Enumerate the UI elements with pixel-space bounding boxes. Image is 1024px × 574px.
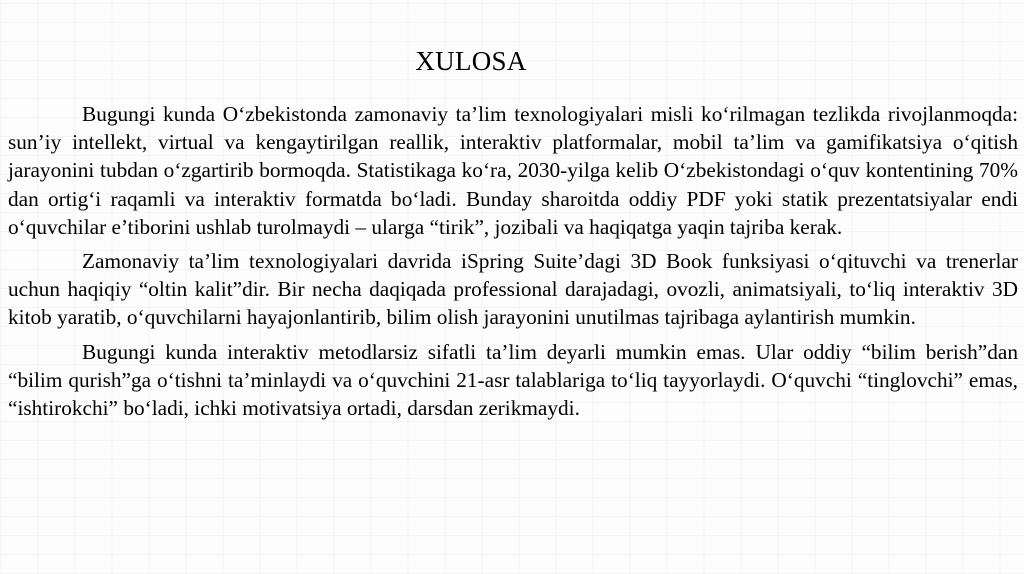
document-body <box>8 100 1018 422</box>
page-title: XULOSA <box>415 46 527 76</box>
paragraph-1: Bugungi kunda O‘zbekistonda zamonaviy ta’lim texnologiyalari misli ko‘rilmagan tezlikda rivojlanmoqda: sun’iy intellekt, virtual va kengaytirilgan reallik, interaktiv platformalar, mobil ta’lim va gamifikatsiya o‘qitish jarayonini tubdan o‘zgartirib bormoqda. Statistikaga ko‘ra, 2030-yilga kelib O‘zbekistondagi o‘quv kontentining 70% dan ortig‘i raqamli va interaktiv formatda bo‘ladi. Bunday sharoitda oddiy PDF yoki statik prezentatsiyalar endi o‘quvchilar e’tiborini ushlab turolmaydi – ularga “tirik”, jozibali va haqiqatga yaqin tajriba kerak. <box>8 102 1018 239</box>
paragraph-2: Zamonaviy ta’lim texnologiyalari davrida iSpring Suite’dagi 3D Book funksiyasi o‘qituvchi va trenerlar uchun haqiqiy “oltin kalit”dir. Bir necha daqiqada professional darajadagi, ovozli, animatsiyali, to‘liq interaktiv 3D kitob yaratib, o‘quvchilarni hayajonlantirib, bilim olish jarayonini unutilmas tajribaga aylantirish mumkin. <box>8 249 1018 330</box>
paragraph-3: Bugungi kunda interaktiv metodlarsiz sifatli ta’lim deyarli mumkin emas. Ular oddiy “bilim berish”dan “bilim qurish”ga o‘tishni ta’minlaydi va o‘quvchini 21-asr talablariga to‘liq tayyorlaydi. O‘quvchi “tinglovchi” emas, “ishtirokchi” bo‘ladi, ichki motivatsiya ortadi, darsdan zerikmaydi. <box>8 339 1018 421</box>
